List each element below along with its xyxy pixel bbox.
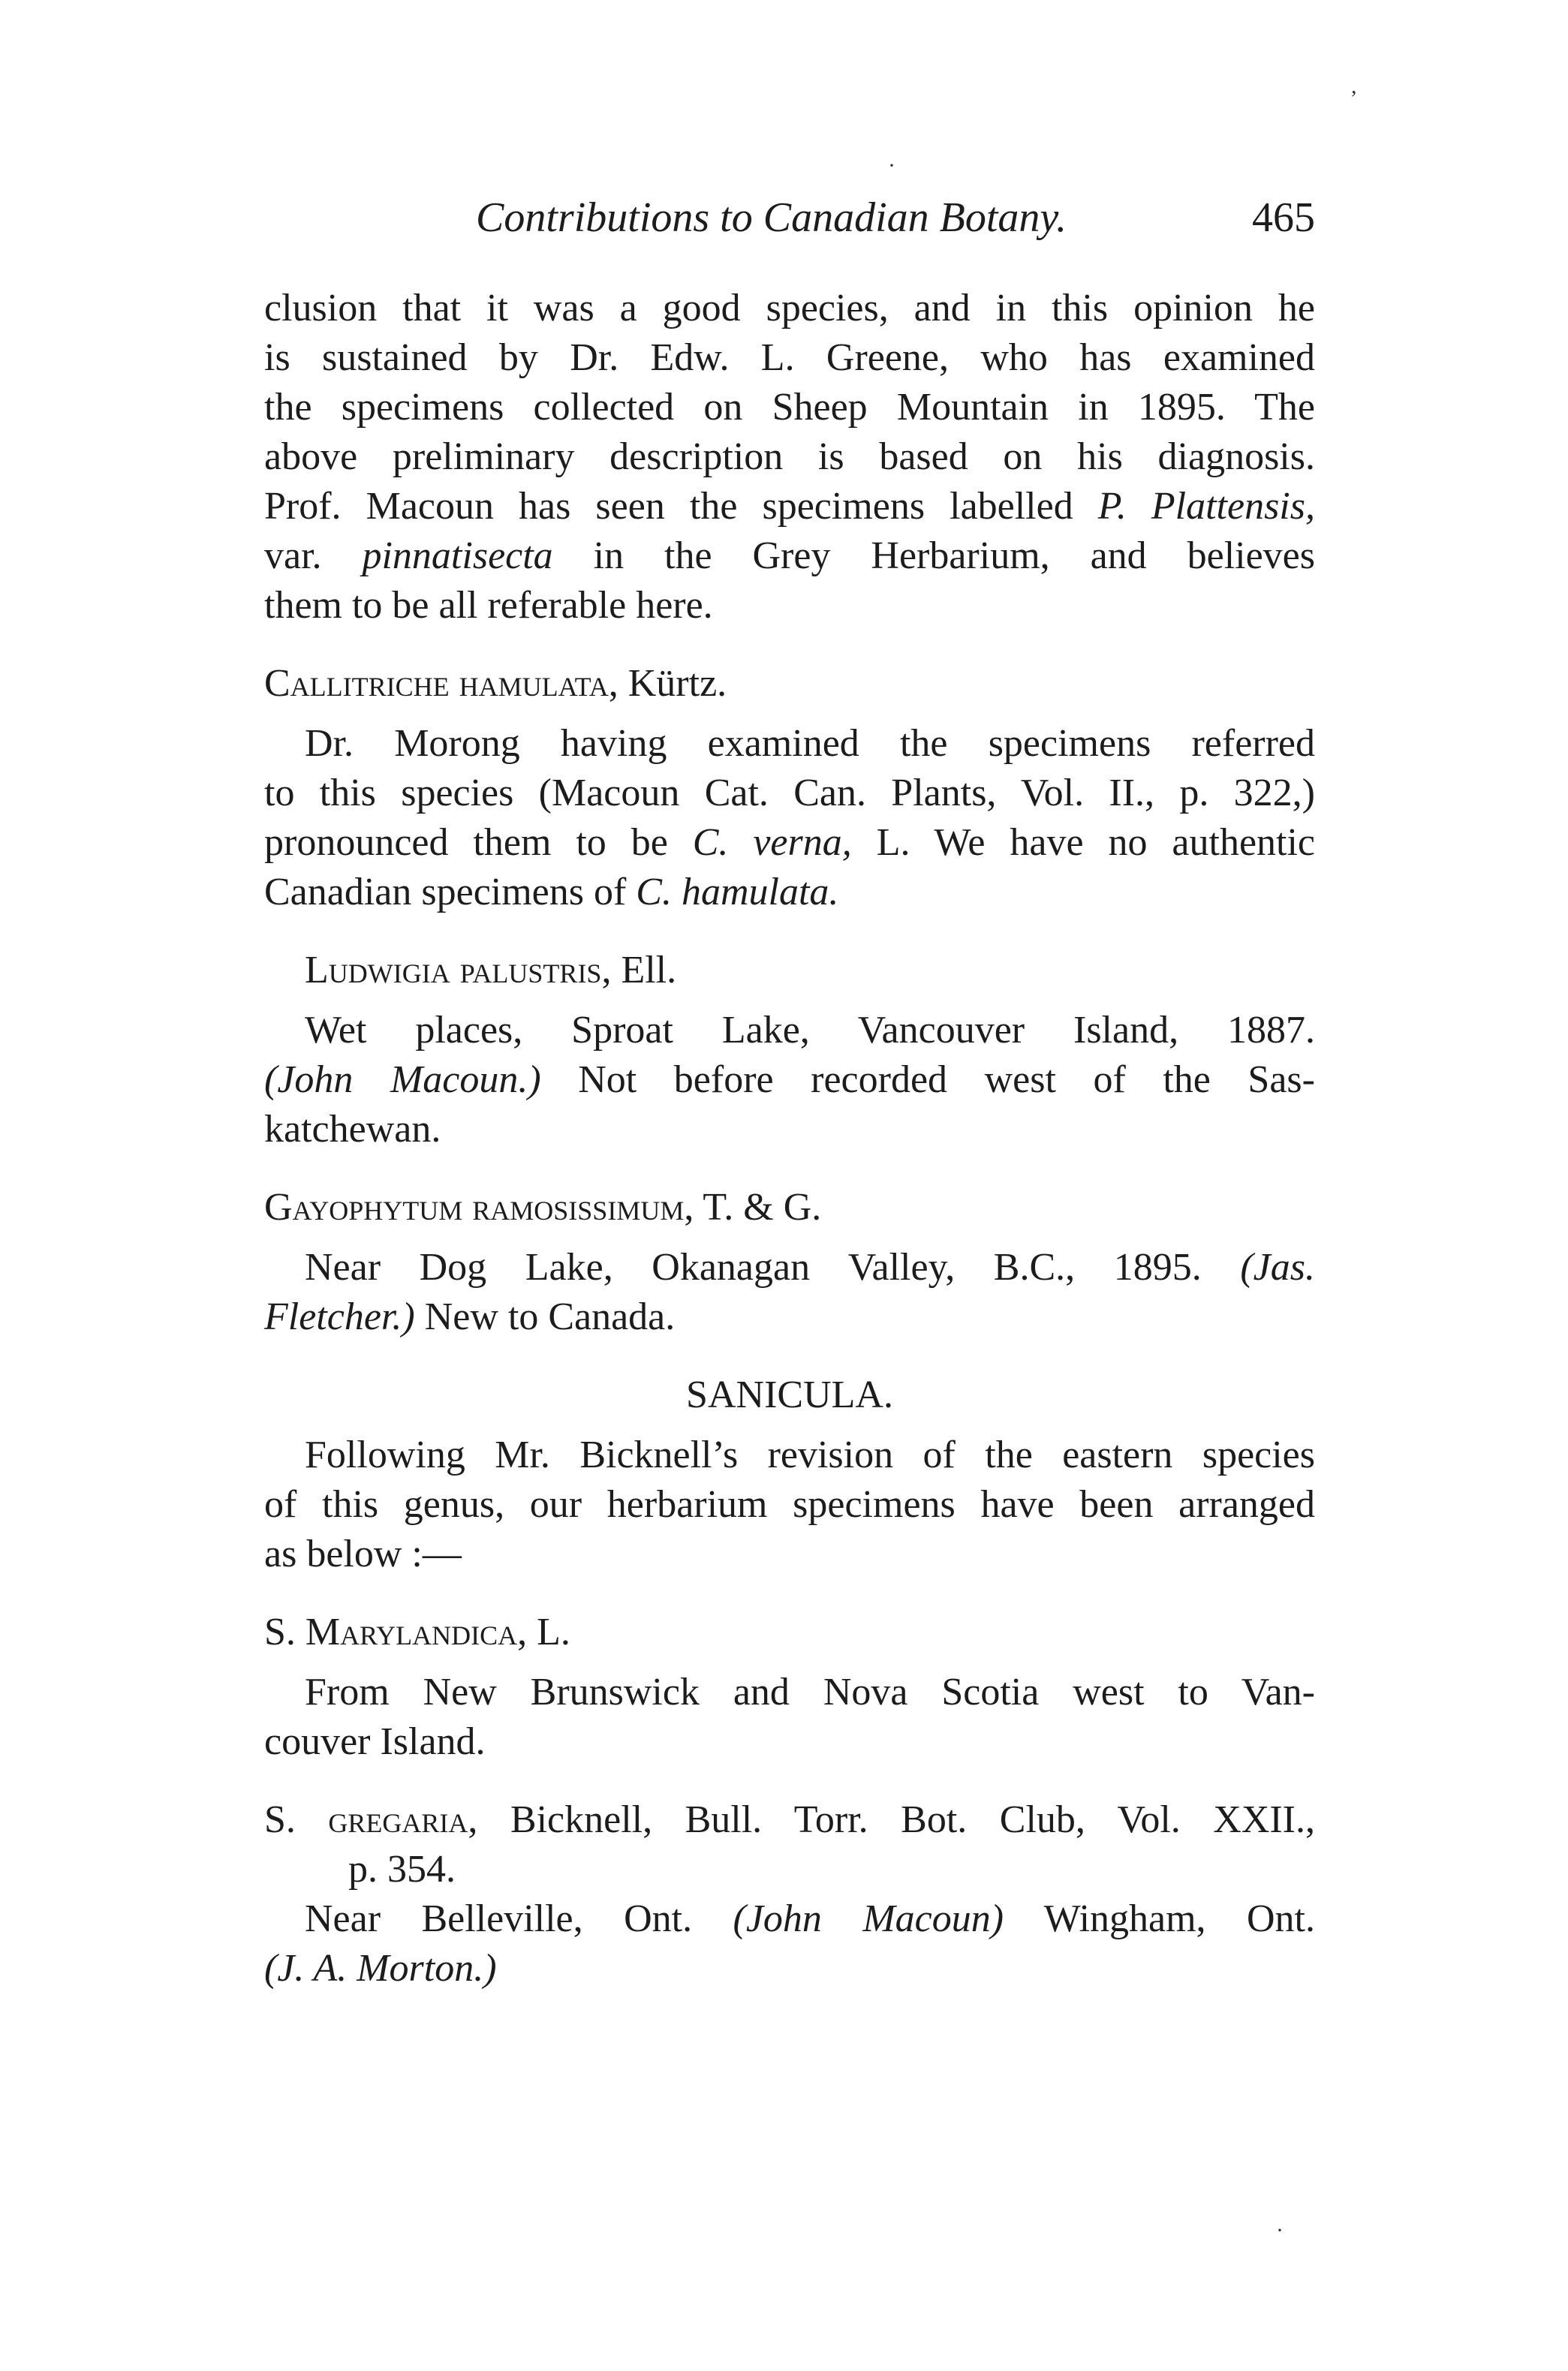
running-title: Contributions to Canadian Botany.	[476, 194, 1067, 241]
speck-mark: ·	[888, 153, 895, 178]
text-line: them to be all referable here.	[264, 584, 713, 627]
text-line: Near Belleville, Ont. (John Macoun) Wingham, Ont.	[305, 1897, 1315, 1940]
page-body	[264, 284, 1315, 1993]
taxon-name: pinnatisecta	[362, 534, 553, 577]
text-line: Prof. Macoun has seen the specimens labelled P. Plattensis,	[264, 485, 1315, 528]
text-line: var. pinnatisecta in the Grey Herbarium, and believes	[264, 534, 1315, 577]
species-heading: Gayophytum ramosissimum, T. & G.	[264, 1186, 822, 1229]
text-line: clusion that it was a good species, and in this opinion he	[264, 287, 1315, 329]
text-line: couver Island.	[264, 1720, 486, 1763]
text-line: Fletcher.) New to Canada.	[264, 1295, 676, 1338]
text-line: the specimens collected on Sheep Mountain in 1895. The	[264, 386, 1315, 429]
text-line: pronounced them to be C. verna, L. We have no authentic	[264, 821, 1316, 864]
text-line: to this species (Macoun Cat. Can. Plants, Vol. II., p. 322,)	[264, 772, 1315, 814]
species-heading: S. gregaria, Bicknell, Bull. Torr. Bot. Club, Vol. XXII.,	[264, 1798, 1315, 1841]
running-head	[264, 194, 1315, 254]
species-heading: S. Marylandica, L.	[264, 1611, 570, 1653]
text-line: From New Brunswick and Nova Scotia west to Van-	[305, 1671, 1315, 1714]
section-heading: SANICULA.	[686, 1374, 893, 1416]
text-line: Dr. Morong having examined the specimens referred	[305, 722, 1315, 765]
text-line: Following Mr. Bicknell’s revision of the eastern species	[305, 1434, 1315, 1476]
page-number: 465	[1252, 194, 1315, 241]
text-line: katchewan.	[264, 1108, 441, 1151]
speck-mark: ,	[1351, 74, 1357, 98]
text-line: as below :—	[264, 1533, 462, 1575]
text-line: is sustained by Dr. Edw. L. Greene, who has examined	[264, 336, 1315, 379]
text-line: of this genus, our herbarium specimens have been arranged	[264, 1483, 1315, 1526]
text-line: above preliminary description is based on his diagnosis.	[264, 435, 1315, 478]
text-line: p. 354.	[348, 1848, 456, 1891]
text-line: (J. A. Morton.)	[264, 1947, 497, 1990]
speck-mark: ·	[1276, 2218, 1284, 2243]
text-line: Near Dog Lake, Okanagan Valley, B.C., 1895. (Jas.	[305, 1246, 1315, 1289]
text-line: Wet places, Sproat Lake, Vancouver Island, 1887.	[305, 1009, 1315, 1052]
text-line: Canadian specimens of C. hamulata.	[264, 871, 839, 913]
text-line: (John Macoun.) Not before recorded west of the Sas-	[264, 1058, 1315, 1101]
species-heading: Callitriche hamulata, Kürtz.	[264, 662, 727, 705]
taxon-name: P. Plattensis,	[1097, 485, 1315, 528]
species-heading: Ludwigia palustris, Ell.	[305, 949, 677, 991]
